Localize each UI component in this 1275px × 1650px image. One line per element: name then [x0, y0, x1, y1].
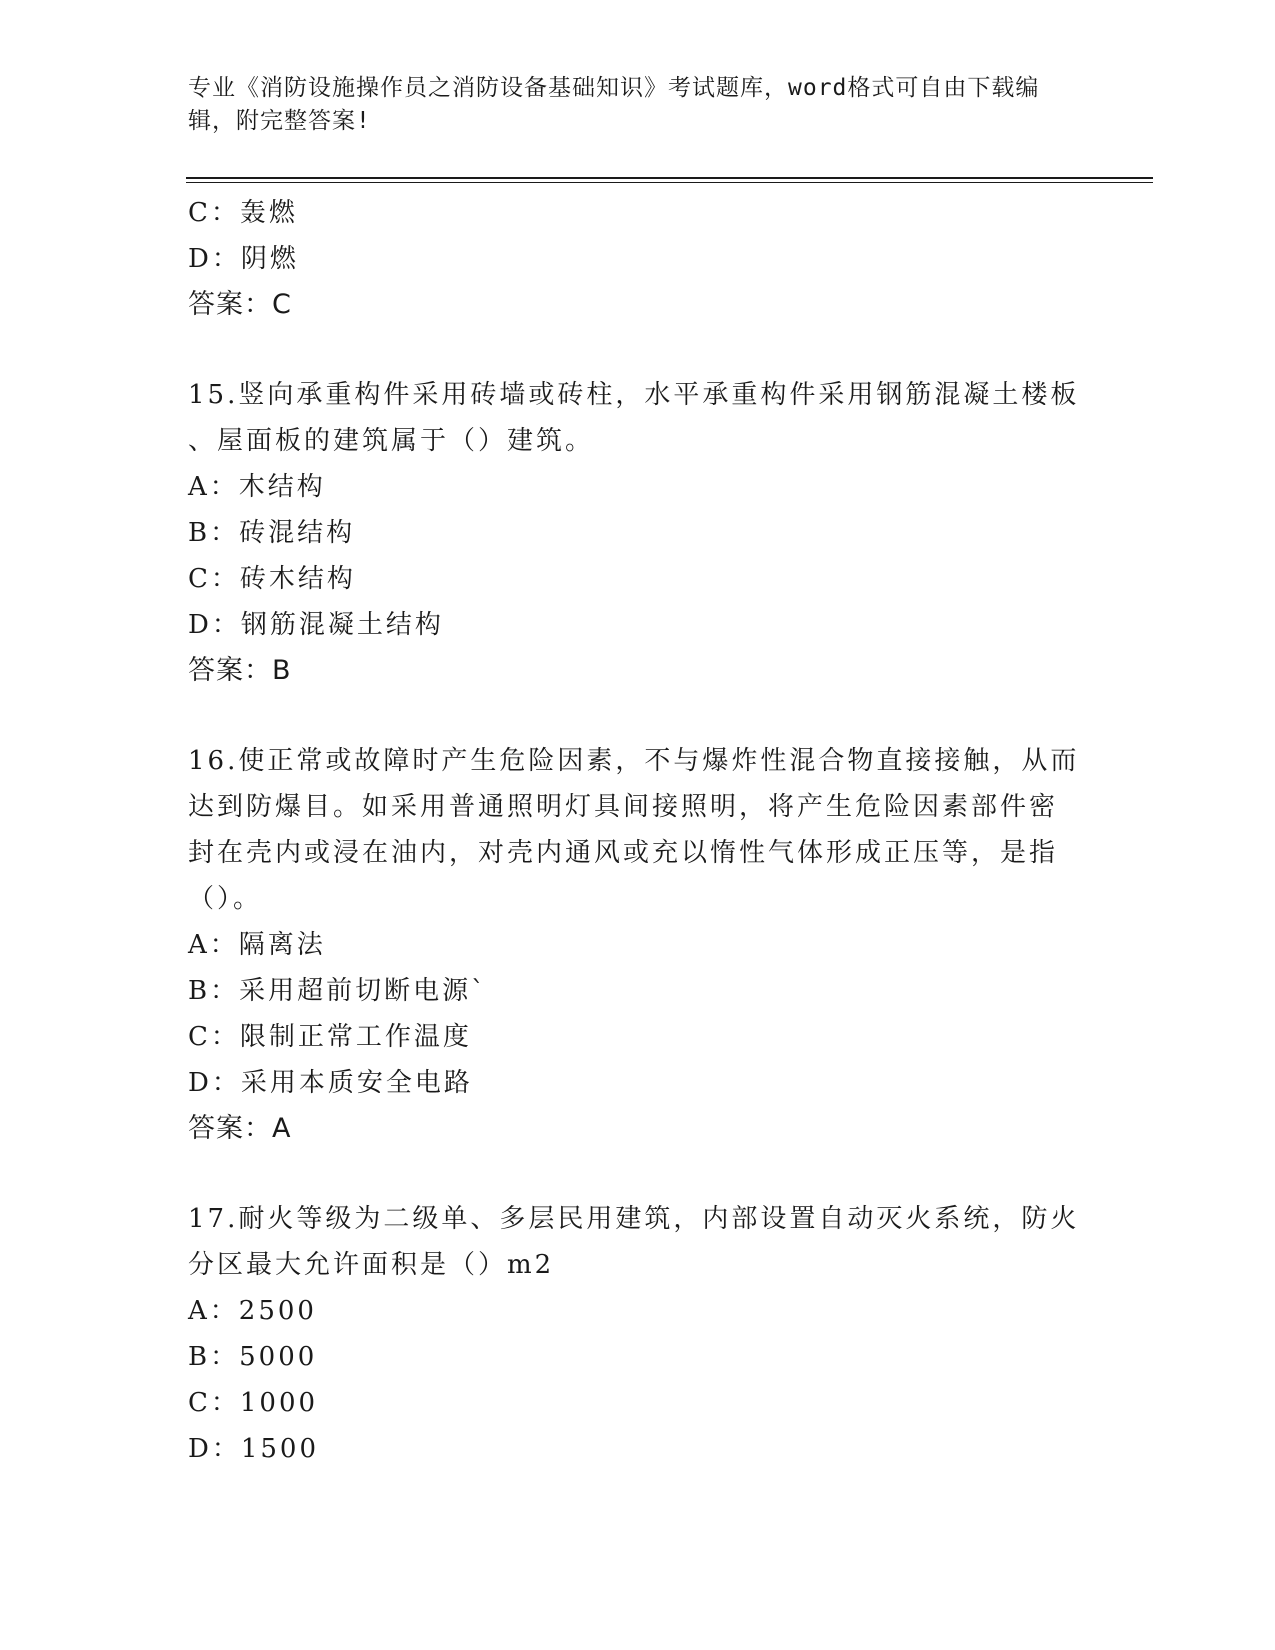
question-stem-line: 17.耐火等级为二级单、多层民用建筑，内部设置自动灭火系统，防火 — [188, 1204, 1080, 1234]
header-line-2: 辑，附完整答案! — [188, 108, 371, 134]
question-stem-line: 达到防爆目。如采用普通照明灯具间接照明，将产生危险因素部件密 — [188, 792, 1059, 822]
option-line: A：2500 — [188, 1296, 317, 1326]
option-line: D：1500 — [188, 1434, 320, 1464]
document-header — [188, 72, 1068, 138]
prev-question — [188, 190, 1088, 328]
question-stem-line: 16.使正常或故障时产生危险因素，不与爆炸性混合物直接接触，从而 — [188, 746, 1080, 776]
option-line: D：钢筋混凝土结构 — [188, 610, 444, 640]
option-line: B：砖混结构 — [188, 518, 356, 548]
question-stem-line: 分区最大允许面积是（）m2 — [188, 1250, 555, 1280]
question-16 — [188, 738, 1088, 1152]
question-15 — [188, 372, 1088, 694]
option-line: C：限制正常工作温度 — [188, 1022, 472, 1052]
option-line: B：采用超前切断电源` — [188, 976, 488, 1006]
option-line: C：轰燃 — [188, 198, 298, 228]
question-stem-line: 封在壳内或浸在油内，对壳内通风或充以惰性气体形成正压等，是指 — [188, 838, 1059, 868]
answer-line: 答案：C — [188, 289, 292, 320]
answer-line: 答案：A — [188, 1113, 292, 1144]
question-content — [188, 190, 1088, 1472]
header-line-1: 专业《消防设施操作员之消防设备基础知识》考试题库，word格式可自由下载编 — [188, 75, 1040, 101]
option-line: C：砖木结构 — [188, 564, 356, 594]
option-line: C：1000 — [188, 1388, 319, 1418]
option-line: D：采用本质安全电路 — [188, 1068, 473, 1098]
option-line: A：木结构 — [188, 472, 326, 502]
header-rule-thick — [186, 177, 1153, 179]
question-stem-line: （）。 — [188, 884, 263, 914]
answer-line: 答案：B — [188, 655, 292, 686]
option-line: D：阴燃 — [188, 244, 299, 274]
header-rule-thin — [186, 182, 1153, 183]
option-line: B：5000 — [188, 1342, 318, 1372]
option-line: A：隔离法 — [188, 930, 326, 960]
question-17 — [188, 1196, 1088, 1472]
question-stem-line: 15.竖向承重构件采用砖墙或砖柱，水平承重构件采用钢筋混凝土楼板 — [188, 380, 1080, 410]
question-stem-line: 、屋面板的建筑属于（）建筑。 — [188, 426, 595, 456]
